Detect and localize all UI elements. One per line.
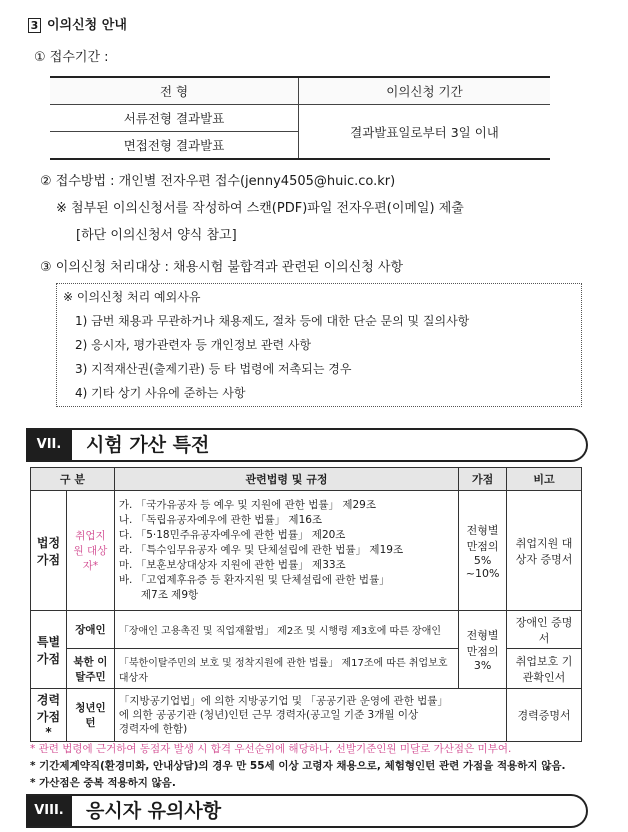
header-law: 관련법령 및 규정 xyxy=(114,468,458,491)
career-law-line: 「지방공기업법」에 의한 지방공기업 및 「공공기관 운영에 관한 법률」 xyxy=(118,695,448,707)
career-remark: 경력증명서 xyxy=(507,689,582,742)
item-2-method: ② 접수방법 : 개인별 전자우편 접수(jenny4505@huic.co.kr) xyxy=(40,174,396,189)
career-group: 경력 가점* xyxy=(31,689,67,742)
table-row-interview: 면접전형 결과발표 xyxy=(50,132,299,160)
special-points: 전형별 만점의 3% xyxy=(459,611,507,689)
law-line: 라. 「특수임무유공자 예우 및 단체설립에 관한 법률」 제19조 xyxy=(118,544,404,556)
special-remark-disabled: 장애인 증명서 xyxy=(507,611,582,649)
header-category: 구 분 xyxy=(31,468,115,491)
table-header-stage: 전 형 xyxy=(50,77,299,105)
legal-laws xyxy=(114,491,458,611)
legal-sub: 취업지원 대상자* xyxy=(66,491,114,611)
bonus-points-table xyxy=(30,467,582,742)
header-points: 가점 xyxy=(459,468,507,491)
section-8-banner xyxy=(26,794,588,828)
career-sub: 청년인턴 xyxy=(66,689,114,742)
special-remark-defector: 취업보호 기관확인서 xyxy=(507,649,582,689)
item-1-label: ① 접수기간 : xyxy=(34,50,109,65)
section-3-title: 이의신청 안내 xyxy=(47,18,127,33)
career-law-line: 경력자에 한함) xyxy=(118,723,188,735)
special-sub-disabled: 장애인 xyxy=(66,611,114,649)
table-header-period: 이의신청 기간 xyxy=(299,77,551,105)
attachment-reference: [하단 이의신청서 양식 참고] xyxy=(76,228,237,243)
note-1: * 관련 법령에 근거하여 동점자 발생 시 합격 우선순위에 해당하나, 선발기준인원 미달로 가산점은 미부여. xyxy=(30,743,512,755)
note-3: * 가산점은 중복 적용하지 않음. xyxy=(30,777,176,789)
table-period-value: 결과발표일로부터 3일 이내 xyxy=(299,105,551,160)
exception-item: 2) 응시자, 평가관련자 등 개인정보 관련 사항 xyxy=(75,338,312,352)
exceptions-box xyxy=(56,283,582,407)
career-law xyxy=(114,689,506,742)
law-line: 다. 「5·18민주유공자예우에 관한 법률」 제20조 xyxy=(118,529,346,541)
section-3-heading xyxy=(28,14,127,33)
section-number-box: 3 xyxy=(28,18,41,33)
law-line: 바. 「고엽제후유증 등 환자지원 및 단체설립에 관한 법률」 xyxy=(118,574,390,586)
section-7-roman: VII. xyxy=(26,430,72,460)
special-law-disabled: 「장애인 고용촉진 및 직업재활법」 제2조 및 시행령 제3호에 따른 장애인 xyxy=(114,611,458,649)
section-8-roman: VIII. xyxy=(26,796,72,826)
career-law-line: 에 의한 공공기관 (청년)인턴 근무 경력자(공고일 기준 3개월 이상 xyxy=(118,709,419,721)
exception-item: 1) 금번 채용과 무관하거나 채용제도, 절차 등에 대한 단순 문의 및 질의사항 xyxy=(75,314,470,328)
law-line: 가. 「국가유공자 등 예우 및 지원에 관한 법률」 제29조 xyxy=(118,499,376,511)
law-line: 제7조 제9항 xyxy=(140,589,199,601)
exceptions-title: ※ 이의신청 처리 예외사유 xyxy=(63,290,201,304)
special-group: 특별 가점 xyxy=(31,611,67,689)
special-law-defector: 「북한이탈주민의 보호 및 정착지원에 관한 법률」 제17조에 따른 취업보호대상자 xyxy=(114,649,458,689)
legal-group: 법정 가점 xyxy=(31,491,67,611)
exception-item: 3) 지적재산권(출제기관) 등 타 법령에 저촉되는 경우 xyxy=(75,362,352,376)
special-sub-defector: 북한 이탈주민 xyxy=(66,649,114,689)
note-2: * 기간제계약직(환경미화, 안내상담)의 경우 만 55세 이상 고령자 채용으로, 체험형인턴 관련 가점을 적용하지 않음. xyxy=(30,760,566,772)
law-line: 마. 「보훈보상대상자 지원에 관한 법률」 제33조 xyxy=(118,559,346,571)
law-line: 나. 「독립유공자예우에 관한 법률」 제16조 xyxy=(118,514,323,526)
appeal-period-table xyxy=(50,76,550,160)
exception-item: 4) 기타 상기 사유에 준하는 사항 xyxy=(75,386,246,400)
legal-points: 전형별 만점의 5% ~10% xyxy=(459,491,507,611)
section-7-banner xyxy=(26,428,588,462)
section-8-title: 응시자 유의사항 xyxy=(86,800,222,822)
legal-remark: 취업지원 대상자 증명서 xyxy=(507,491,582,611)
attachment-note: ※ 첨부된 이의신청서를 작성하여 스캔(PDF)파일 전자우편(이메일) 제출 xyxy=(56,201,464,216)
table-row-document: 서류전형 결과발표 xyxy=(50,105,299,132)
section-7-title: 시험 가산 특전 xyxy=(86,434,210,456)
item-3-target: ③ 이의신청 처리대상 : 채용시험 불합격과 관련된 이의신청 사항 xyxy=(40,260,404,275)
header-remark: 비고 xyxy=(507,468,582,491)
